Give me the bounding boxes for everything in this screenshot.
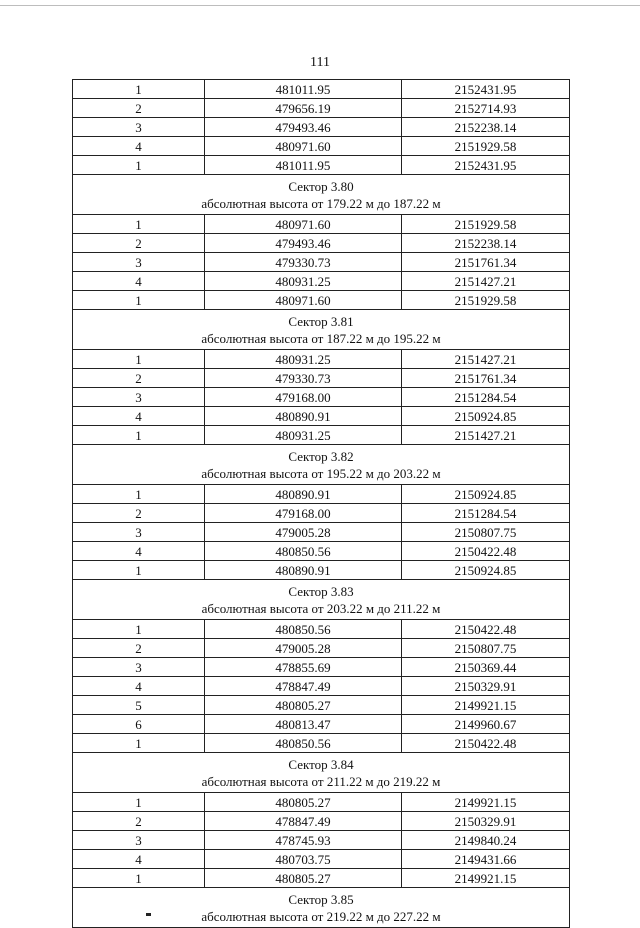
coord-y-cell: 2150422.48 [402,734,570,753]
table-row [73,658,570,677]
point-number-cell: 1 [73,215,205,234]
point-number-cell: 6 [73,715,205,734]
coord-x-cell: 480703.75 [205,850,402,869]
coord-y-cell: 2151929.58 [402,137,570,156]
coord-x-cell: 479168.00 [205,504,402,523]
coord-x-cell: 480890.91 [205,561,402,580]
table-row [73,253,570,272]
coord-x-cell: 480805.27 [205,793,402,812]
coord-x-cell: 480850.56 [205,542,402,561]
table-row [73,715,570,734]
table-row [73,291,570,310]
point-number-cell: 3 [73,831,205,850]
point-number-cell: 2 [73,639,205,658]
table-row [73,80,570,99]
table-row [73,234,570,253]
table-row [73,620,570,639]
coord-x-cell: 479493.46 [205,234,402,253]
coord-x-cell: 480890.91 [205,407,402,426]
table-row [73,561,570,580]
table-row [73,831,570,850]
point-number-cell: 1 [73,80,205,99]
table-row [73,369,570,388]
point-number-cell: 3 [73,523,205,542]
table-row [73,677,570,696]
sector-header-row [73,580,570,620]
point-number-cell: 2 [73,234,205,253]
coord-y-cell: 2150329.91 [402,812,570,831]
point-number-cell: 1 [73,869,205,888]
sector-header [73,753,570,793]
coord-x-cell: 480805.27 [205,869,402,888]
coord-x-cell: 481011.95 [205,80,402,99]
point-number-cell: 1 [73,291,205,310]
point-number-cell: 4 [73,272,205,291]
point-number-cell: 4 [73,542,205,561]
coord-x-cell: 480971.60 [205,291,402,310]
coord-y-cell: 2150924.85 [402,561,570,580]
point-number-cell: 5 [73,696,205,715]
coord-x-cell: 479330.73 [205,253,402,272]
coord-x-cell: 478847.49 [205,812,402,831]
table-row [73,696,570,715]
sector-altitude: абсолютная высота от 211.22 м до 219.22 м [201,773,441,789]
coord-y-cell: 2149960.67 [402,715,570,734]
table-row [73,850,570,869]
coord-y-cell: 2152714.93 [402,99,570,118]
table-row [73,407,570,426]
coordinates-table [72,79,570,928]
sector-header [73,888,570,928]
coord-y-cell: 2150924.85 [402,407,570,426]
table-row [73,215,570,234]
table-row [73,485,570,504]
coord-x-cell: 479168.00 [205,388,402,407]
table-row [73,734,570,753]
sector-title: Сектор 3.84 [288,756,354,772]
sector-altitude: абсолютная высота от 187.22 м до 195.22 м [201,330,441,346]
coord-y-cell: 2150422.48 [402,542,570,561]
sector-title: Сектор 3.82 [288,448,354,464]
sector-title: Сектор 3.81 [288,313,354,329]
sector-altitude: абсолютная высота от 195.22 м до 203.22 м [201,465,441,481]
point-number-cell: 1 [73,734,205,753]
point-number-cell: 2 [73,99,205,118]
coord-x-cell: 480813.47 [205,715,402,734]
table-row [73,118,570,137]
point-number-cell: 4 [73,850,205,869]
coord-x-cell: 478745.93 [205,831,402,850]
sector-header-row [73,888,570,928]
coord-x-cell: 480931.25 [205,350,402,369]
coord-y-cell: 2149921.15 [402,696,570,715]
point-number-cell: 1 [73,350,205,369]
coord-y-cell: 2150369.44 [402,658,570,677]
coord-y-cell: 2150807.75 [402,523,570,542]
table-row [73,523,570,542]
coord-x-cell: 479005.28 [205,639,402,658]
sector-header [73,310,570,350]
coord-x-cell: 480971.60 [205,137,402,156]
coord-y-cell: 2151427.21 [402,426,570,445]
point-number-cell: 1 [73,561,205,580]
coord-x-cell: 481011.95 [205,156,402,175]
point-number-cell: 1 [73,793,205,812]
table-row [73,793,570,812]
coord-y-cell: 2150924.85 [402,485,570,504]
point-number-cell: 3 [73,118,205,137]
sector-altitude: абсолютная высота от 179.22 м до 187.22 м [201,195,441,211]
coord-y-cell: 2149921.15 [402,793,570,812]
table-row [73,812,570,831]
coord-x-cell: 478847.49 [205,677,402,696]
sector-title: Сектор 3.85 [288,891,354,907]
sector-header [73,580,570,620]
point-number-cell: 1 [73,156,205,175]
scan-mark [146,913,151,916]
table-row [73,99,570,118]
point-number-cell: 4 [73,137,205,156]
table-row [73,639,570,658]
sector-header-row [73,175,570,215]
coord-x-cell: 479656.19 [205,99,402,118]
coord-x-cell: 479005.28 [205,523,402,542]
coord-y-cell: 2151761.34 [402,369,570,388]
table-row [73,426,570,445]
coord-y-cell: 2150329.91 [402,677,570,696]
sector-title: Сектор 3.83 [288,583,354,599]
coord-y-cell: 2151929.58 [402,291,570,310]
point-number-cell: 1 [73,620,205,639]
table-row [73,869,570,888]
point-number-cell: 2 [73,369,205,388]
table-row [73,137,570,156]
coord-y-cell: 2149840.24 [402,831,570,850]
point-number-cell: 4 [73,677,205,696]
table-row [73,350,570,369]
coord-y-cell: 2151427.21 [402,272,570,291]
coord-x-cell: 480890.91 [205,485,402,504]
coord-x-cell: 480850.56 [205,620,402,639]
coord-y-cell: 2149921.15 [402,869,570,888]
coord-x-cell: 479330.73 [205,369,402,388]
point-number-cell: 2 [73,812,205,831]
coord-x-cell: 480971.60 [205,215,402,234]
point-number-cell: 4 [73,407,205,426]
coord-y-cell: 2151761.34 [402,253,570,272]
table-row [73,272,570,291]
sector-title: Сектор 3.80 [288,178,354,194]
table-row [73,542,570,561]
sector-header [73,445,570,485]
coord-y-cell: 2149431.66 [402,850,570,869]
coord-y-cell: 2152238.14 [402,118,570,137]
coord-y-cell: 2150422.48 [402,620,570,639]
table-row [73,504,570,523]
coord-x-cell: 480850.56 [205,734,402,753]
point-number-cell: 3 [73,253,205,272]
sector-header [73,175,570,215]
point-number-cell: 3 [73,658,205,677]
top-border-line [0,5,640,6]
sector-header-row [73,445,570,485]
sector-header-row [73,310,570,350]
coord-x-cell: 480805.27 [205,696,402,715]
table-row [73,156,570,175]
point-number-cell: 3 [73,388,205,407]
coord-y-cell: 2152238.14 [402,234,570,253]
point-number-cell: 1 [73,485,205,504]
coord-y-cell: 2152431.95 [402,156,570,175]
coord-x-cell: 478855.69 [205,658,402,677]
coord-y-cell: 2151284.54 [402,504,570,523]
sector-altitude: абсолютная высота от 203.22 м до 211.22 м [201,600,441,616]
sector-header-row [73,753,570,793]
point-number-cell: 2 [73,504,205,523]
coord-y-cell: 2152431.95 [402,80,570,99]
sector-altitude: абсолютная высота от 219.22 м до 227.22 м [201,908,441,924]
coord-x-cell: 480931.25 [205,272,402,291]
table-row [73,388,570,407]
coord-y-cell: 2151427.21 [402,350,570,369]
page-number: 111 [310,55,330,70]
point-number-cell: 1 [73,426,205,445]
coord-y-cell: 2150807.75 [402,639,570,658]
coord-x-cell: 479493.46 [205,118,402,137]
coord-x-cell: 480931.25 [205,426,402,445]
coord-y-cell: 2151284.54 [402,388,570,407]
coord-y-cell: 2151929.58 [402,215,570,234]
